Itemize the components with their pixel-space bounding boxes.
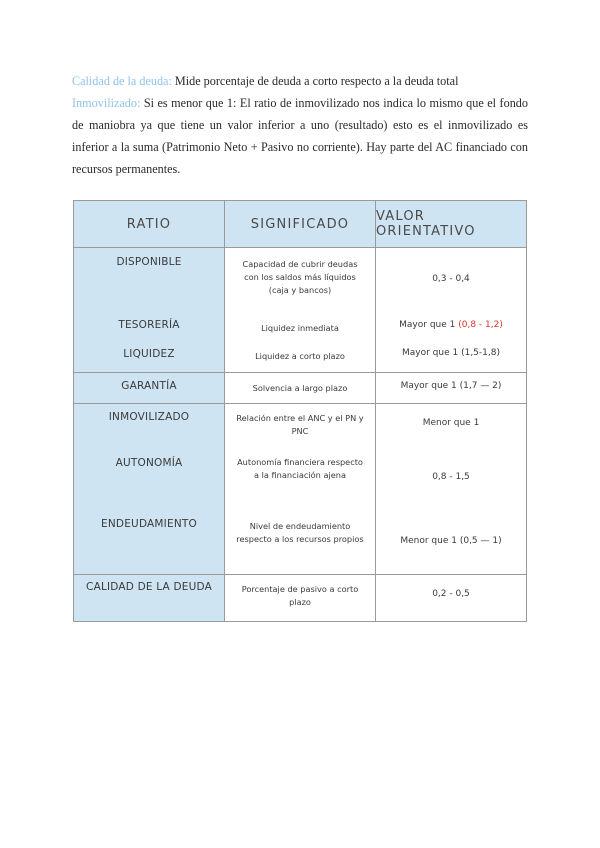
significado-column <box>224 248 375 372</box>
table-group-liquidity <box>74 248 526 373</box>
value-calidad-deuda: 0,2 - 0,5 <box>432 589 470 599</box>
ratio-garantia: GARANTÍA <box>121 380 177 392</box>
table-group-calidad <box>74 575 526 621</box>
significado-column <box>224 575 375 621</box>
ratio-column <box>74 575 224 621</box>
significado-column <box>224 404 375 574</box>
ratio-autonomia: AUTONOMÍA <box>115 457 183 469</box>
header-significado: SIGNIFICADO <box>224 201 375 247</box>
valor-column <box>375 248 526 372</box>
value-tesoreria <box>376 320 526 330</box>
desc-disponible: Capacidad de cubrir deudas con los saldos más líquidos (caja y bancos) <box>242 259 358 295</box>
desc-inmovilizado: Relación entre el ANC y el PN y PNC <box>236 413 364 436</box>
table-header <box>74 201 526 248</box>
ratio-disponible: DISPONIBLE <box>116 256 182 268</box>
desc-calidad-deuda: Porcentaje de pasivo a corto plazo <box>241 584 359 607</box>
desc-endeudamiento: Nivel de endeudamiento respecto a los recursos propios <box>236 521 364 544</box>
inmovilizado-label: Inmovilizado: <box>72 96 141 110</box>
significado-column <box>224 373 375 403</box>
table-group-garantia <box>74 373 526 404</box>
valor-column <box>375 575 526 621</box>
value-autonomia: 0,8 - 1,5 <box>432 472 470 482</box>
desc-autonomia: Autonomía financiera respecto a la financiación ajena <box>237 457 363 480</box>
ratio-calidad-deuda: CALIDAD DE LA DEUDA <box>86 581 212 593</box>
valor-column <box>375 373 526 403</box>
ratio-tesoreria: TESORERÍA <box>118 319 180 331</box>
desc-garantia: Solvencia a largo plazo <box>252 383 348 393</box>
valor-column <box>375 404 526 574</box>
inmovilizado-text: Si es menor que 1: El ratio de inmovilizado nos indica lo mismo que el fondo de maniobra ya que tiene un valor inferior a uno (resultado) esto es el inmovilizado es inferior a la suma (Patrimonio Neto + Pasivo no corriente). Hay parte del AC financiado con recursos permanentes. <box>72 96 528 176</box>
value-disponible: 0,3 - 0,4 <box>432 274 470 284</box>
value-tesoreria-prefix: Mayor que 1 <box>399 320 459 330</box>
table-group-structure <box>74 404 526 575</box>
ratio-endeudamiento: ENDEUDAMIENTO <box>101 518 197 530</box>
ratios-table <box>73 200 527 622</box>
ratio-liquidez: LIQUIDEZ <box>123 348 175 360</box>
value-tesoreria-range: (0,8 - 1,2) <box>458 320 503 330</box>
value-liquidez: Mayor que 1 (1,5-1,8) <box>402 348 500 358</box>
ratio-column <box>74 373 224 403</box>
calidad-text: Mide porcentaje de deuda a corto respecto a la deuda total <box>171 74 459 88</box>
calidad-label: Calidad de la deuda: <box>72 74 172 88</box>
ratio-inmovilizado: INMOVILIZADO <box>108 411 190 423</box>
value-endeudamiento: Menor que 1 (0,5 — 1) <box>400 536 502 546</box>
header-ratio: RATIO <box>126 216 172 232</box>
value-garantia: Mayor que 1 (1,7 — 2) <box>400 381 502 391</box>
paragraph-calidad <box>72 70 528 92</box>
desc-tesoreria: Liquidez inmediata <box>261 323 339 333</box>
header-valor-orientativo: VALOR ORIENTATIVO <box>375 201 526 247</box>
ratio-column <box>74 404 224 574</box>
paragraph-inmovilizado <box>72 92 528 180</box>
value-inmovilizado: Menor que 1 <box>422 418 480 428</box>
ratio-column <box>74 248 224 372</box>
desc-liquidez: Liquidez a corto plazo <box>255 351 345 361</box>
